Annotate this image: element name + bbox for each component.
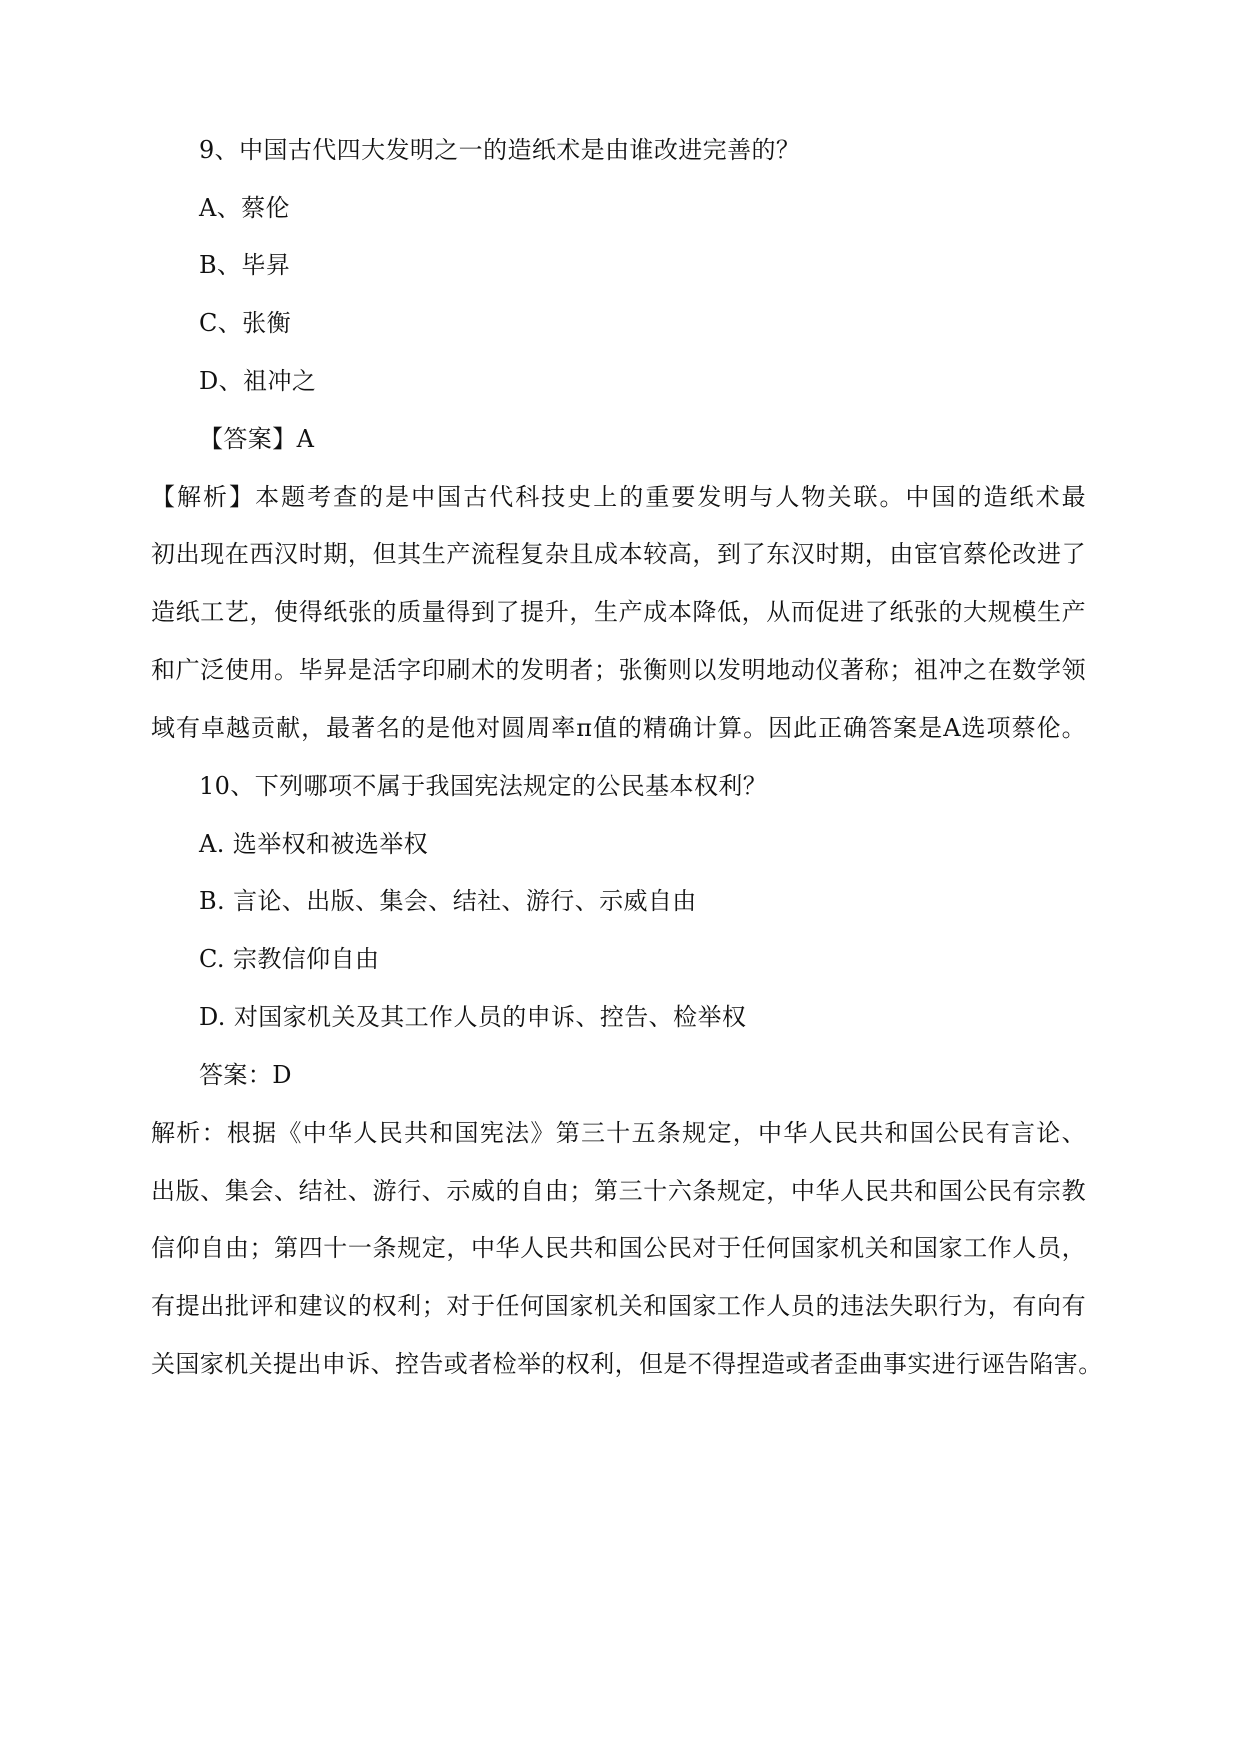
question-9-explanation-line: 和广泛使用。毕昇是活字印刷术的发明者；张衡则以发明地动仪著称；祖冲之在数学领 [151, 656, 1086, 684]
question-10-option-c: C. 宗教信仰自由 [199, 945, 380, 973]
question-9-explanation-line: 初出现在西汉时期，但其生产流程复杂且成本较高，到了东汉时期，由宦官蔡伦改进了 [151, 540, 1086, 568]
question-9-answer: 【答案】A [199, 425, 315, 453]
question-10-text: 10、下列哪项不属于我国宪法规定的公民基本权利？ [199, 772, 768, 800]
question-9-option-c: C、张衡 [199, 309, 291, 337]
question-9-explanation-line: 域有卓越贡献，最著名的是他对圆周率π值的精确计算。因此正确答案是A选项蔡伦。 [151, 714, 1086, 742]
question-10-explanation-line: 信仰自由；第四十一条规定，中华人民共和国公民对于任何国家机关和国家工作人员， [151, 1234, 1086, 1262]
question-10-option-b: B. 言论、出版、集会、结社、游行、示威自由 [199, 887, 697, 915]
question-9-text: 9、中国古代四大发明之一的造纸术是由谁改进完善的？ [199, 136, 801, 164]
question-10-explanation-line: 解析：根据《中华人民共和国宪法》第三十五条规定，中华人民共和国公民有言论、 [151, 1119, 1086, 1147]
question-10-option-a: A. 选举权和被选举权 [199, 830, 428, 858]
question-9-option-d: D、祖冲之 [199, 367, 317, 395]
question-10-answer: 答案：D [199, 1061, 292, 1089]
question-9-explanation-line: 【解析】本题考查的是中国古代科技史上的重要发明与人物关联。中国的造纸术最 [151, 483, 1086, 511]
question-10-explanation-line: 出版、集会、结社、游行、示威的自由；第三十六条规定，中华人民共和国公民有宗教 [151, 1177, 1086, 1205]
question-10-explanation-line: 有提出批评和建议的权利；对于任何国家机关和国家工作人员的违法失职行为，有向有 [151, 1292, 1086, 1320]
question-10-option-d: D. 对国家机关及其工作人员的申诉、控告、检举权 [199, 1003, 747, 1031]
question-9-option-b: B、毕昇 [199, 251, 291, 279]
question-10-explanation-line: 关国家机关提出申诉、控告或者检举的权利，但是不得捏造或者歪曲事实进行诬告陷害。 [151, 1350, 1103, 1378]
question-9-option-a: A、蔡伦 [199, 194, 290, 222]
question-9-explanation-line: 造纸工艺，使得纸张的质量得到了提升，生产成本降低，从而促进了纸张的大规模生产 [151, 598, 1086, 626]
